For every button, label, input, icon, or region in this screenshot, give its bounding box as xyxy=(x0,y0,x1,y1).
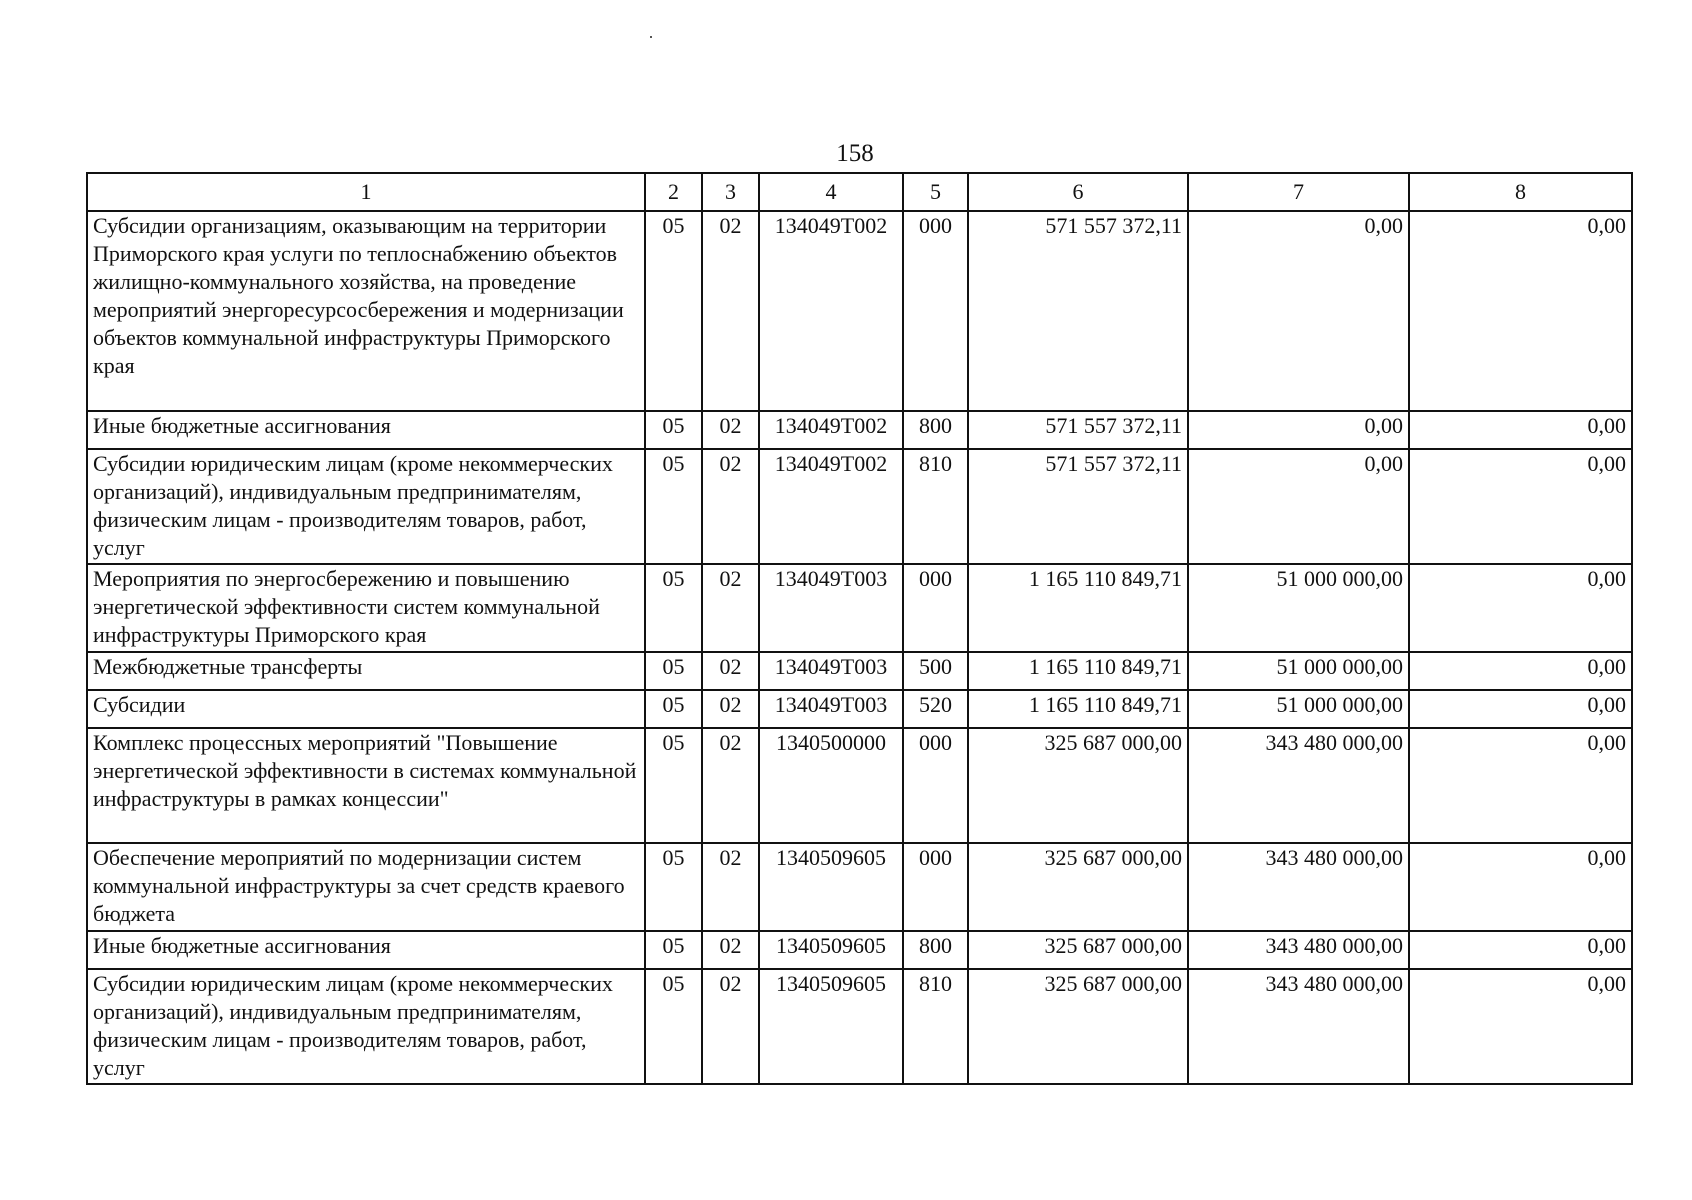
table-row xyxy=(87,411,1632,449)
amount-col8: 0,00 xyxy=(1409,969,1632,1084)
row-name: Иные бюджетные ассигнования xyxy=(87,931,645,969)
section-code: 05 xyxy=(645,969,702,1084)
section-code: 05 xyxy=(645,211,702,411)
subsection-code: 02 xyxy=(702,843,759,931)
table-row xyxy=(87,690,1632,728)
table-header-row xyxy=(87,173,1632,211)
subsection-code: 02 xyxy=(702,564,759,652)
target-article-code: 134049Т002 xyxy=(759,211,903,411)
target-article-code: 134049Т002 xyxy=(759,449,903,564)
expense-type-code: 810 xyxy=(903,449,968,564)
expense-type-code: 000 xyxy=(903,728,968,843)
amount-col8: 0,00 xyxy=(1409,411,1632,449)
subsection-code: 02 xyxy=(702,728,759,843)
amount-col6: 1 165 110 849,71 xyxy=(968,564,1188,652)
row-name: Межбюджетные трансферты xyxy=(87,652,645,690)
subsection-code: 02 xyxy=(702,690,759,728)
expense-type-code: 520 xyxy=(903,690,968,728)
amount-col7: 51 000 000,00 xyxy=(1188,690,1409,728)
amount-col8: 0,00 xyxy=(1409,931,1632,969)
expense-type-code: 000 xyxy=(903,843,968,931)
target-article-code: 134049Т003 xyxy=(759,652,903,690)
amount-col6: 325 687 000,00 xyxy=(968,843,1188,931)
column-header: 5 xyxy=(903,173,968,211)
scan-speck xyxy=(650,36,652,38)
budget-table xyxy=(86,172,1633,1085)
row-name: Комплекс процессных мероприятий "Повышение энергетической эффективности в системах коммунальной инфраструктуры в рамках концессии" xyxy=(87,728,645,843)
amount-col7: 343 480 000,00 xyxy=(1188,969,1409,1084)
amount-col7: 51 000 000,00 xyxy=(1188,564,1409,652)
amount-col8: 0,00 xyxy=(1409,564,1632,652)
target-article-code: 134049Т002 xyxy=(759,411,903,449)
row-name: Субсидии юридическим лицам (кроме некоммерческих организаций), индивидуальным предпринимателям, физическим лицам - производителям товаров, работ, услуг xyxy=(87,969,645,1084)
target-article-code: 1340509605 xyxy=(759,931,903,969)
amount-col8: 0,00 xyxy=(1409,449,1632,564)
row-name: Мероприятия по энергосбережению и повышению энергетической эффективности систем коммунальной инфраструктуры Приморского края xyxy=(87,564,645,652)
amount-col8: 0,00 xyxy=(1409,652,1632,690)
subsection-code: 02 xyxy=(702,969,759,1084)
column-header: 8 xyxy=(1409,173,1632,211)
amount-col6: 1 165 110 849,71 xyxy=(968,652,1188,690)
section-code: 05 xyxy=(645,690,702,728)
expense-type-code: 000 xyxy=(903,211,968,411)
row-name: Субсидии xyxy=(87,690,645,728)
amount-col7: 343 480 000,00 xyxy=(1188,728,1409,843)
page-number: 158 xyxy=(836,140,874,167)
amount-col6: 571 557 372,11 xyxy=(968,449,1188,564)
column-header: 1 xyxy=(87,173,645,211)
section-code: 05 xyxy=(645,449,702,564)
amount-col8: 0,00 xyxy=(1409,690,1632,728)
row-name: Обеспечение мероприятий по модернизации систем коммунальной инфраструктуры за счет средств краевого бюджета xyxy=(87,843,645,931)
amount-col7: 343 480 000,00 xyxy=(1188,843,1409,931)
table-row xyxy=(87,564,1632,652)
target-article-code: 134049Т003 xyxy=(759,564,903,652)
expense-type-code: 810 xyxy=(903,969,968,1084)
amount-col7: 51 000 000,00 xyxy=(1188,652,1409,690)
section-code: 05 xyxy=(645,411,702,449)
subsection-code: 02 xyxy=(702,449,759,564)
target-article-code: 1340509605 xyxy=(759,969,903,1084)
column-header: 7 xyxy=(1188,173,1409,211)
table-row xyxy=(87,969,1632,1084)
amount-col6: 571 557 372,11 xyxy=(968,211,1188,411)
target-article-code: 1340500000 xyxy=(759,728,903,843)
amount-col7: 0,00 xyxy=(1188,411,1409,449)
amount-col6: 325 687 000,00 xyxy=(968,728,1188,843)
subsection-code: 02 xyxy=(702,931,759,969)
amount-col7: 343 480 000,00 xyxy=(1188,931,1409,969)
expense-type-code: 800 xyxy=(903,411,968,449)
table-row xyxy=(87,652,1632,690)
column-header: 4 xyxy=(759,173,903,211)
amount-col6: 325 687 000,00 xyxy=(968,931,1188,969)
table-row xyxy=(87,449,1632,564)
subsection-code: 02 xyxy=(702,411,759,449)
table-row xyxy=(87,728,1632,843)
expense-type-code: 000 xyxy=(903,564,968,652)
section-code: 05 xyxy=(645,843,702,931)
section-code: 05 xyxy=(645,931,702,969)
table-row xyxy=(87,211,1632,411)
row-name: Субсидии юридическим лицам (кроме некоммерческих организаций), индивидуальным предпринимателям, физическим лицам - производителям товаров, работ, услуг xyxy=(87,449,645,564)
amount-col6: 325 687 000,00 xyxy=(968,969,1188,1084)
table-row xyxy=(87,843,1632,931)
column-header: 2 xyxy=(645,173,702,211)
subsection-code: 02 xyxy=(702,211,759,411)
subsection-code: 02 xyxy=(702,652,759,690)
amount-col7: 0,00 xyxy=(1188,449,1409,564)
column-header: 6 xyxy=(968,173,1188,211)
target-article-code: 1340509605 xyxy=(759,843,903,931)
expense-type-code: 800 xyxy=(903,931,968,969)
section-code: 05 xyxy=(645,728,702,843)
amount-col8: 0,00 xyxy=(1409,211,1632,411)
row-name: Иные бюджетные ассигнования xyxy=(87,411,645,449)
amount-col8: 0,00 xyxy=(1409,728,1632,843)
amount-col6: 571 557 372,11 xyxy=(968,411,1188,449)
section-code: 05 xyxy=(645,652,702,690)
section-code: 05 xyxy=(645,564,702,652)
amount-col7: 0,00 xyxy=(1188,211,1409,411)
target-article-code: 134049Т003 xyxy=(759,690,903,728)
row-name: Субсидии организациям, оказывающим на территории Приморского края услуги по теплоснабжению объектов жилищно-коммунального хозяйства, на проведение мероприятий энергоресурсосбережения и модернизации объектов коммунальной инфраструктуры Приморского края xyxy=(87,211,645,411)
amount-col8: 0,00 xyxy=(1409,843,1632,931)
table-row xyxy=(87,931,1632,969)
column-header: 3 xyxy=(702,173,759,211)
expense-type-code: 500 xyxy=(903,652,968,690)
amount-col6: 1 165 110 849,71 xyxy=(968,690,1188,728)
